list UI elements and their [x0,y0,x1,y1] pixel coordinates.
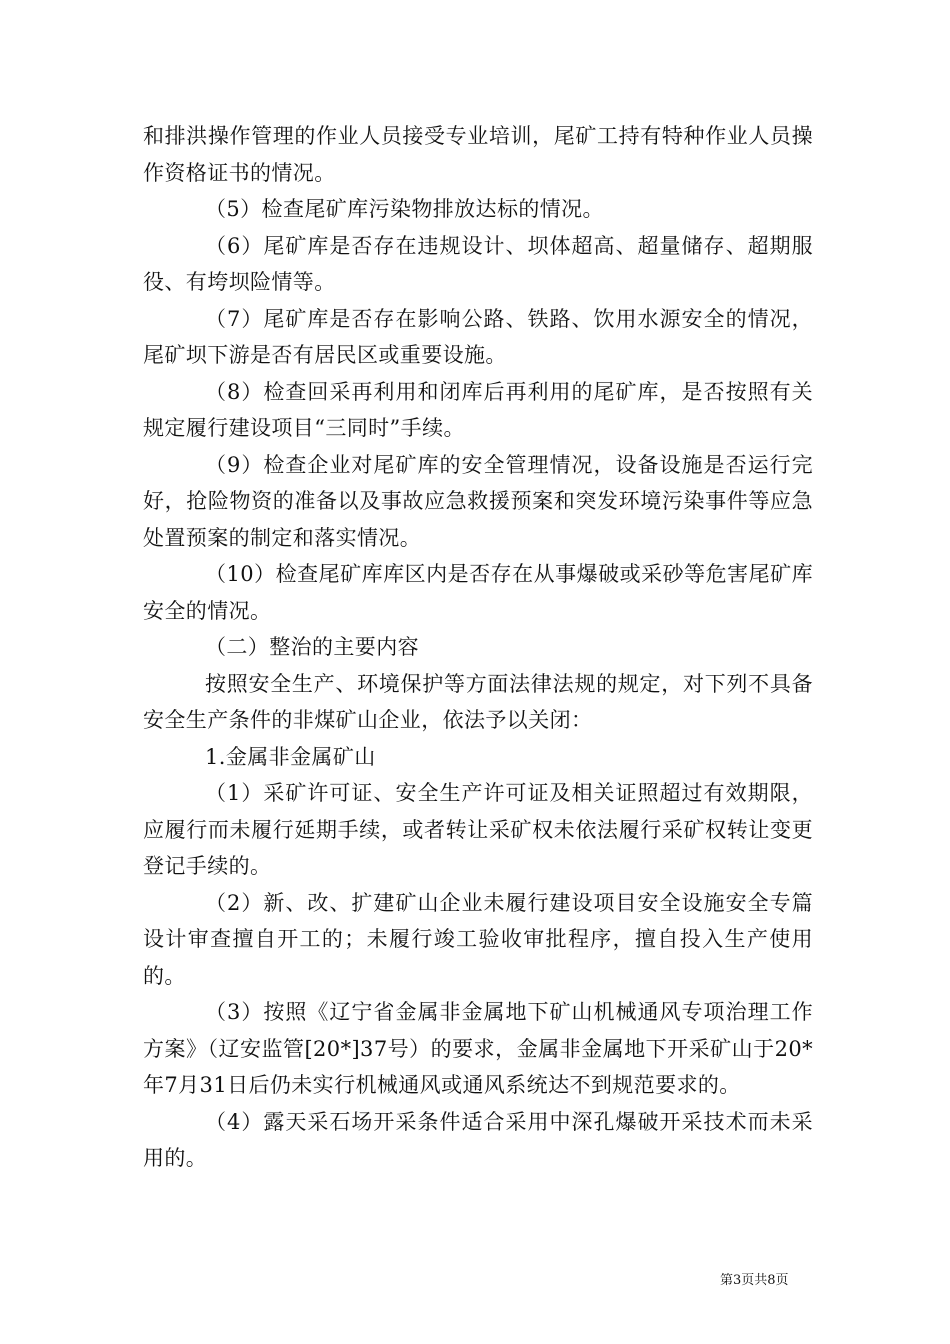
paragraph: （5）检查尾矿库污染物排放达标的情况。 [205,197,604,221]
paragraph: （8）检查回采再利用和闭库后再利用的尾矿库，是否按照有关规定履行建设项目“三同时”手续。 [143,379,813,440]
paragraph: （2）新、改、扩建矿山企业未履行建设项目安全设施安全专篇设计审查擅自开工的；未履行竣工验收审批程序，擅自投入生产使用的。 [143,890,813,988]
section-heading: （二）整治的主要内容 [205,635,419,659]
page-number: 第3页共8页 [720,1273,789,1288]
paragraph: （7）尾矿库是否存在影响公路、铁路、饮用水源安全的情况，尾矿坝下游是否有居民区或重要设施。 [143,306,813,367]
paragraph: （10）检查尾矿库库区内是否存在从事爆破或采砂等危害尾矿库安全的情况。 [143,562,813,623]
paragraph: （4）露天采石场开采条件适合采用中深孔爆破开采技术而未采用的。 [143,1109,813,1170]
paragraph: （3）按照《辽宁省金属非金属地下矿山机械通风专项治理工作方案》（辽安监管[20*]37号）的要求，金属非金属地下开采矿山于20*年7月31日后仍未实行机械通风或通风系统达不到规范要求的。 [143,1000,813,1097]
paragraph: （1）采矿许可证、安全生产许可证及相关证照超过有效期限，应履行而未履行延期手续，或者转让采矿权未依法履行采矿权转让变更登记手续的。 [143,781,813,878]
subsection-heading: 1.金属非金属矿山 [205,744,376,769]
paragraph: 按照安全生产、环境保护等方面法律法规的规定，对下列不具备安全生产条件的非煤矿山企业，依法予以关闭： [143,671,813,732]
paragraph: （6）尾矿库是否存在违规设计、坝体超高、超量储存、超期服役、有垮坝险情等。 [143,233,813,294]
paragraph: （9）检查企业对尾矿库的安全管理情况，设备设施是否运行完好，抢险物资的准备以及事故应急救援预案和突发环境污染事件等应急处置预案的制定和落实情况。 [143,452,813,550]
document-body [143,118,813,1177]
paragraph: 和排洪操作管理的作业人员接受专业培训，尾矿工持有特种作业人员操作资格证书的情况。 [143,124,813,185]
